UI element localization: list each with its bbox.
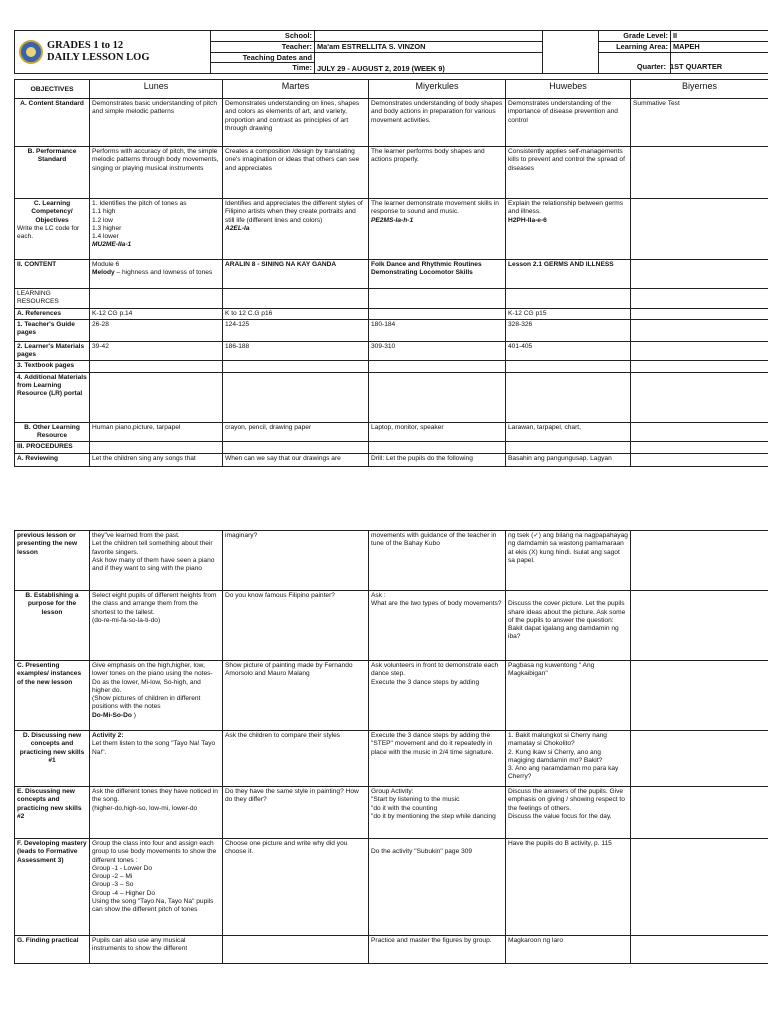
table-row (15, 361, 768, 372)
cell (631, 839, 768, 936)
cell: Laptop, monitor, speaker (369, 422, 506, 442)
learning-resources-label: LEARNING RESOURCES (15, 289, 90, 309)
day-tuesday: Martes (223, 80, 369, 99)
competency-label: C. Learning Competency/ Objectives Write the LC code for each. (15, 199, 90, 260)
cell: Basahin ang pangungusap. Lagyan (506, 453, 631, 466)
cell: Human piano,picture, tarpapel (90, 422, 223, 442)
cell: Discuss the cover picture. Let the pupils share ideas about the picture. Ask some of the pupils to answer the question: Bakit dapat igalang ang damdamin ng iba? (506, 591, 631, 661)
day-thursday: Huwebes (506, 80, 631, 99)
table-row (15, 372, 768, 422)
cell (631, 199, 768, 260)
logo-cell (15, 31, 211, 74)
reviewing-cont-label: previous lesson or presenting the new lesson (15, 531, 90, 591)
time-label: Time: (211, 63, 315, 74)
cell: Choose one picture and write why did you choose it. (223, 839, 369, 936)
discussing-2-label: E. Discussing new concepts and practicing new skills #2 (15, 787, 90, 839)
cell (223, 372, 369, 422)
cell (631, 260, 768, 289)
table-row (15, 442, 768, 453)
table-row (15, 289, 768, 309)
performance-standard-label: B. Performance Standard (15, 147, 90, 199)
cell: Execute the 3 dance steps by adding the "STEP" movement and do it repeatedly in place with the music in 2/4 time signature. (369, 731, 506, 787)
cell (631, 372, 768, 422)
cell (506, 289, 631, 309)
quarter-value: 1ST QUARTER (670, 62, 723, 71)
cell (369, 372, 506, 422)
table-row (15, 453, 768, 466)
content-standard-label: A. Content Standard (15, 99, 90, 147)
cell: imaginary? (223, 531, 369, 591)
cell: 328-326 (506, 319, 631, 341)
cell: Drill: Let the pupils do the following (369, 453, 506, 466)
cell: Larawan, tarpapel, chart, (506, 422, 631, 442)
cell (631, 442, 768, 453)
cell: Ask the children to compare their styles (223, 731, 369, 787)
lc-code: H2PH-IIa-e-6 (508, 216, 547, 224)
cell (631, 361, 768, 372)
procedures-label: III. PROCEDURES (15, 442, 90, 453)
table-row (15, 531, 768, 591)
finding-label: G. Finding practical (15, 936, 90, 964)
cell (631, 661, 768, 731)
logo-title: GRADES 1 to 12 (47, 40, 124, 51)
cell: Consistently applies self-managements kills to prevent and control the spread of diseases (506, 147, 631, 199)
cell: Module 6 Melody – highness and lowness of tones (90, 260, 223, 289)
table-row (15, 839, 768, 936)
cell (631, 308, 768, 319)
teacher-label: Teacher: (211, 41, 315, 52)
cell: 1. Identifies the pitch of tones as 1.1 high 1.2 low 1.3 higher 1.4 lower MU2ME-IIa-1 (90, 199, 223, 260)
cell (369, 289, 506, 309)
school-label: School: (211, 31, 315, 42)
cell (90, 442, 223, 453)
table-row (15, 147, 768, 199)
grade-level-value: II (671, 31, 768, 42)
cell: crayon, pencil, drawing paper (223, 422, 369, 442)
cell: Lesson 2.1 GERMS AND ILLNESS (506, 260, 631, 289)
cell (369, 442, 506, 453)
learners-materials-label: 2. Learner's Materials pages (15, 341, 90, 361)
cell: Give emphasis on the high,higher, low, lower tones on the piano using the notes- Do as the lower, Mi-low, So-high, and higher do. (Show pictures of children in different positions with the notes Do-Mi-So-Do ) (90, 661, 223, 731)
cell: K-12 CG p.14 (90, 308, 223, 319)
table-row (15, 319, 768, 341)
cell (223, 936, 369, 964)
cell: Do they have the same style in painting? How do they differ? (223, 787, 369, 839)
day-friday: Biyernes (631, 80, 768, 99)
table-row (15, 260, 768, 289)
cell: 39-42 (90, 341, 223, 361)
cell: Identifies and appreciates the different styles of Filipino artists when they create portraits and still life (different lines and colors) A2EL-Ia (223, 199, 369, 260)
table-row (15, 591, 768, 661)
cell (223, 442, 369, 453)
cell (90, 361, 223, 372)
cell: 26-28 (90, 319, 223, 341)
quarter-row (596, 60, 768, 73)
table-row (15, 661, 768, 731)
presenting-label: C. Presenting examples/ instances of the new lesson (15, 661, 90, 731)
cell: Explain the relationship between germs and illness. H2PH-IIa-e-6 (506, 199, 631, 260)
table-row (15, 787, 768, 839)
references-label: A. References (15, 308, 90, 319)
lesson-table-page-2 (14, 530, 768, 964)
cell (506, 361, 631, 372)
cell: Do the activity "Subukin" page 309 (369, 839, 506, 936)
table-row (15, 731, 768, 787)
lc-code-note: Write the LC code for each. (17, 224, 80, 241)
cell (631, 531, 768, 591)
header-spacer (543, 31, 599, 74)
cell: Pagbasa ng kuwentong " Ang Magkaibigan" (506, 661, 631, 731)
other-resources-label: B. Other Learning Resource (15, 422, 90, 442)
cell (506, 442, 631, 453)
grade-level-label: Grade Level: (599, 31, 671, 42)
cell: Folk Dance and Rhythmic Routines Demonstrating Locomotor Skills (369, 260, 506, 289)
cell: Activity 2: Let them listen to the song "Tayo Na! Tayo Na!". (90, 731, 223, 787)
developing-label: F. Developing mastery (leads to Formative Assessment 3) (15, 839, 90, 936)
cell: Pupils can also use any musical instruments to show the different (90, 936, 223, 964)
cell: 401-405 (506, 341, 631, 361)
cell: Have the pupils do B activity, p. 115 (506, 839, 631, 936)
dates-value: JULY 29 - AUGUST 2, 2019 (WEEK 9) (315, 52, 543, 74)
cell: they"ve learned from the past. Let the children tell something about their favorite singers. Ask how many of them have seen a piano and if they want to sing with the piano (90, 531, 223, 591)
table-row (15, 341, 768, 361)
cell: Magkaroon ng laro (506, 936, 631, 964)
cell (631, 422, 768, 442)
cell (631, 787, 768, 839)
content-label: II. CONTENT (15, 260, 90, 289)
cell (223, 361, 369, 372)
lc-code: MU2ME-IIa-1 (92, 241, 132, 249)
cell (223, 289, 369, 309)
cell: Discuss the answers of the pupils. Give emphasis on giving / showing respect to the feelings of others. Discuss the value focus for the day. (506, 787, 631, 839)
table-row (15, 199, 768, 260)
cell (90, 289, 223, 309)
objectives-header: OBJECTIVES (15, 80, 90, 99)
cell: Ask the different tones they have noticed in the song. (higher-do,high-so, low-mi, lower-do (90, 787, 223, 839)
deped-seal-icon (19, 40, 43, 64)
cell (631, 453, 768, 466)
quarter-label: Quarter: (636, 62, 666, 71)
lesson-table-page-1 (14, 79, 768, 467)
cell: Demonstrates understanding on lines, shapes and colors as elements of art, and variety, proportion and contrast as principles of art through drawing (223, 99, 369, 147)
cell: Show picture of painting made by Fernando Amorsolo and Mauro Malang (223, 661, 369, 731)
cell: 1. Bakit malungkot si Cherry nang mamatay si Chokolito? 2. Kung ikaw si Cherry, ano ang magiging damdamin mo? Bakit? 3. Ano ang naramdaman mo para kay Cherry? (506, 731, 631, 787)
additional-materials-label: 4. Additional Materials from Learning Resource (LR) portal (15, 372, 90, 422)
cell: 186-188 (223, 341, 369, 361)
cell: Practice and master the figures by group. (369, 936, 506, 964)
discussing-1-label: D. Discussing new concepts and practicing new skills #1 (15, 731, 90, 787)
table-row (15, 422, 768, 442)
table-row (15, 936, 768, 964)
table-row (15, 99, 768, 147)
cell: ng tsek (✓) ang bilang na nagpapahayag ng damdamin sa wastong pamamaraan at ekis (X) kung hindi. Isulat ang sagot sa papel. (506, 531, 631, 591)
cell (631, 936, 768, 964)
dates-label: Teaching Dates and (211, 52, 315, 63)
cell: 180-184 (369, 319, 506, 341)
cell: Group Activity: "Start by listening to the music "do it with the counting "do it by mentioning the step while dancing (369, 787, 506, 839)
cell: Group the class into four and assign each group to use body movements to show the different tones : Group -1 - Lower Do Group -2 – Mi Group -3 – So Group -4 – Higher Do Using the song "Tayo Na, Tayo Na" pupils can show the different pitch of tones (90, 839, 223, 936)
cell: Demonstrates understanding of the importance of disease prevention and control (506, 99, 631, 147)
cell: Demonstrates understanding of body shapes and body actions in preparation for various movement activities. (369, 99, 506, 147)
teacher-value: Ma'am ESTRELLITA S. VINZON (315, 41, 543, 52)
cell: K-12 CG p15 (506, 308, 631, 319)
cell: Performs with accuracy of pitch, the simple melodic patterns through body movements, singing or playing musical instruments (90, 147, 223, 199)
cell: movements with guidance of the teacher in tune of the Bahay Kubo (369, 531, 506, 591)
table-row (15, 308, 768, 319)
cell (506, 372, 631, 422)
learning-area-label: Learning Area: (599, 41, 671, 52)
lc-code: A2EL-Ia (225, 224, 250, 232)
cell (631, 319, 768, 341)
cell: Demonstrates basic understanding of pitch and simple melodic patterns (90, 99, 223, 147)
cell (631, 289, 768, 309)
teachers-guide-label: 1. Teacher's Guide pages (15, 319, 90, 341)
cell: Ask : What are the two types of body movements? (369, 591, 506, 661)
cell (90, 372, 223, 422)
reviewing-label: A. Reviewing (15, 453, 90, 466)
lc-code: PE2MS-Ia-h-1 (371, 216, 414, 224)
cell (369, 361, 506, 372)
cell: Select eight pupils of different heights from the class and arrange them from the shortest to the tallest. (do-re-mi-fa-so-la-ti-do) (90, 591, 223, 661)
cell (369, 308, 506, 319)
textbook-label: 3. Textbook pages (15, 361, 90, 372)
establishing-label: B. Establishing a purpose for the lesson (15, 591, 90, 661)
logo-subtitle: DAILY LESSON LOG (47, 52, 150, 63)
cell (631, 731, 768, 787)
cell (631, 341, 768, 361)
cell: Creates a composition /design by translating one's imagination or ideas that others can see and appreciates (223, 147, 369, 199)
cell: Let the children sing any songs that (90, 453, 223, 466)
day-wednesday: Miyerkules (369, 80, 506, 99)
day-monday: Lunes (90, 80, 223, 99)
cell: 124-125 (223, 319, 369, 341)
cell: Ask volunteers in front to demonstrate each dance step. Execute the 3 dance steps by adding (369, 661, 506, 731)
learning-area-value: MAPEH (671, 41, 768, 52)
cell (631, 591, 768, 661)
cell: K to 12 C.G p16 (223, 308, 369, 319)
cell: The learner performs body shapes and actions properly. (369, 147, 506, 199)
cell (631, 147, 768, 199)
school-value (315, 31, 543, 42)
cell: ARALIN 8 - SINING NA KAY GANDA (223, 260, 369, 289)
cell: 309-310 (369, 341, 506, 361)
cell: Summative Test (631, 99, 768, 147)
cell: When can we say that our drawings are (223, 453, 369, 466)
cell: Do you know famous Filipino painter? (223, 591, 369, 661)
cell: The learner demonstrate movement skills in response to sound and music. PE2MS-Ia-h-1 (369, 199, 506, 260)
